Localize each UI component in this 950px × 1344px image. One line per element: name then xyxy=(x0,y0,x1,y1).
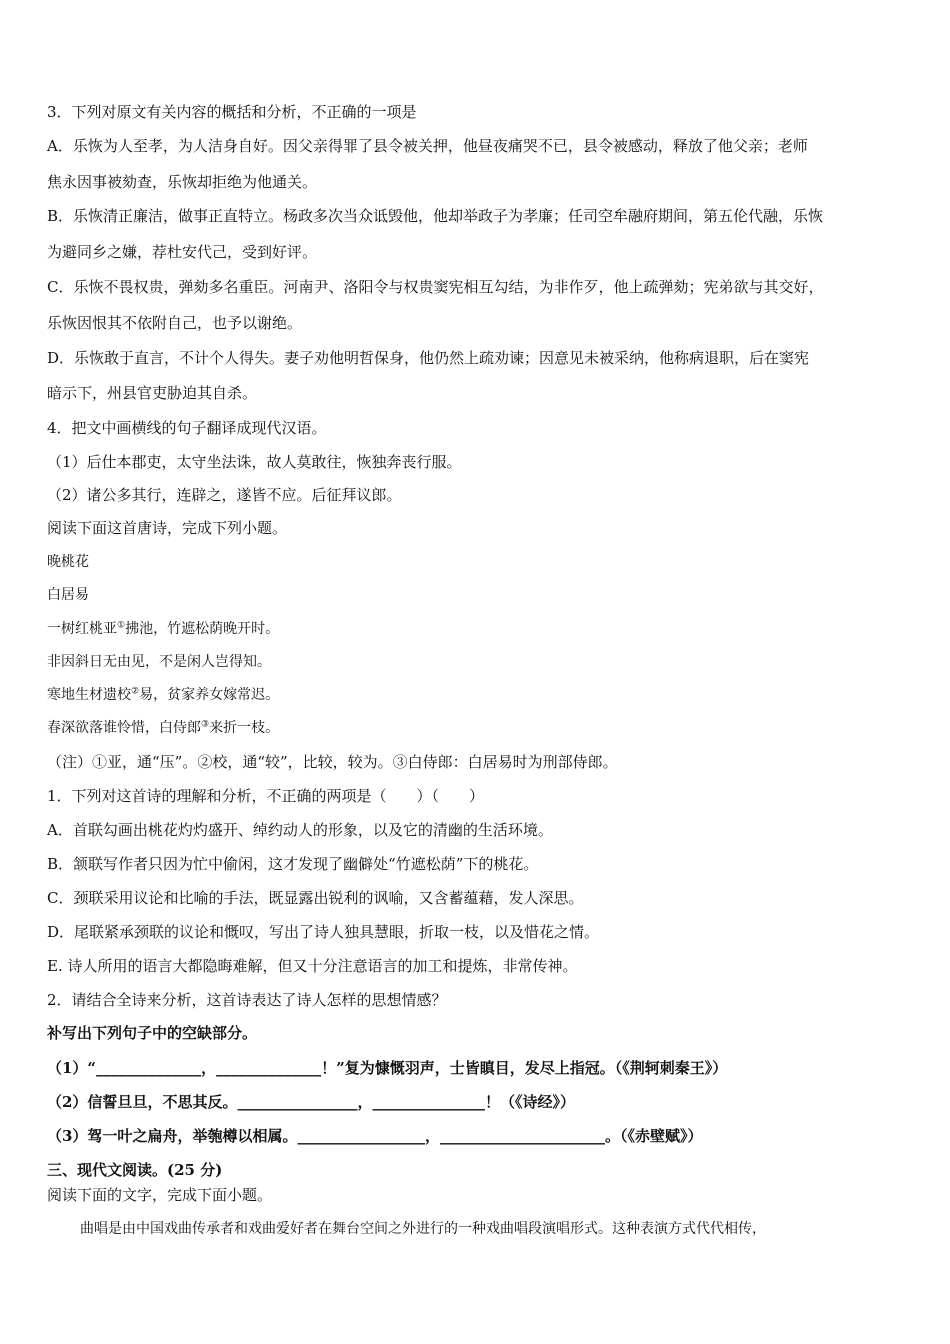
poem-line-3: 寒地生材遗校②易，贫家养女嫁常迟。 xyxy=(47,686,280,703)
poem-title: 晚桃花 xyxy=(47,554,89,570)
q4-sentence-2: （2）诸公多其行，连辟之，遂皆不应。后征拜议郎。 xyxy=(47,486,402,504)
fill-item-2: （2）信誓旦旦，不思其反。________________，_______________！（《诗经》） xyxy=(47,1093,575,1111)
fill-item-1: （1）“______________，______________！”复为慷慨羽声，士皆瞋目，发尽上指冠。（《荆轲刺秦王》） xyxy=(47,1059,728,1077)
poem-q1-option-e: E. 诗人所用的语言大都隐晦难解，但又十分注意语言的加工和提炼，非常传神。 xyxy=(47,957,578,975)
q3-option-a-line2: 焦永因事被劾查，乐恢却拒绝为他通关。 xyxy=(47,173,318,191)
q3-option-c-line1: C．乐恢不畏权贵，弹劾多名重臣。河南尹、洛阳令与权贵窦宪相互勾结，为非作歹，他上疏弹劾；宪弟欲与其交好， xyxy=(47,278,824,296)
poem-author: 白居易 xyxy=(47,587,89,603)
poem-q1-option-c: C．颈联采用议论和比喻的手法，既显露出锐利的讽喻，又含蓄蕴藉，发人深思。 xyxy=(47,889,584,907)
section-3-paragraph-1: 曲唱是由中国戏曲传承者和戏曲爱好者在舞台空间之外进行的一种戏曲唱段演唱形式。这种表演方式代代相传， xyxy=(80,1221,766,1237)
fill-heading: 补写出下列句子中的空缺部分。 xyxy=(47,1024,258,1042)
poem-q1-option-a: A．首联勾画出桃花灼灼盛开、绰约动人的形象，以及它的清幽的生活环境。 xyxy=(47,821,553,839)
poem-q1-stem: 1．下列对这首诗的理解和分析，不正确的两项是（ ）（ ） xyxy=(47,787,485,805)
poem-line-2: 非因斜日无由见，不是闲人岂得知。 xyxy=(47,654,271,670)
poem-intro: 阅读下面这首唐诗，完成下列小题。 xyxy=(47,519,288,537)
poem-q1-option-b: B．颔联写作者只因为忙中偷闲，这才发现了幽僻处“竹遮松荫”下的桃花。 xyxy=(47,855,539,873)
poem-line-4: 春深欲落谁怜惜，白侍郎③来折一枝。 xyxy=(47,719,280,736)
q4-stem: 4．把文中画横线的句子翻译成现代汉语。 xyxy=(47,419,327,437)
poem-line-1: 一树红桃亚①拂池，竹遮松荫晚开时。 xyxy=(47,620,280,637)
q3-option-b-line2: 为避同乡之嫌，荐杜安代己，受到好评。 xyxy=(47,243,318,261)
poem-notes: （注）①亚，通“压”。②校，通“较”，比较，较为。③白侍郎：白居易时为刑部侍郎。 xyxy=(47,753,618,771)
poem-q2-stem: 2．请结合全诗来分析，这首诗表达了诗人怎样的思想情感？ xyxy=(47,991,447,1009)
q3-stem: 3．下列对原文有关内容的概括和分析，不正确的一项是 xyxy=(47,103,417,121)
q3-option-d-line2: 暗示下，州县官吏胁迫其自杀。 xyxy=(47,384,258,402)
footnote-marker: ② xyxy=(131,686,140,697)
q4-sentence-1: （1）后仕本郡吏，太守坐法诛，故人莫敢往，恢独奔丧行服。 xyxy=(47,453,462,471)
fill-item-3: （3）驾一叶之扁舟，举匏樽以相属。_________________，______________________。（《赤壁赋》） xyxy=(47,1127,703,1145)
q3-option-b-line1: B．乐恢清正廉洁，做事正直特立。杨政多次当众诋毁他，他却举政子为孝廉；任司空牟融府期间，第五伦代融，乐恢 xyxy=(47,207,824,225)
footnote-marker: ③ xyxy=(201,719,210,730)
poem-q1-option-d: D．尾联紧承颈联的议论和慨叹，写出了诗人独具慧眼，折取一枝，以及惜花之情。 xyxy=(47,923,600,941)
footnote-marker: ① xyxy=(117,620,126,631)
section-3-intro: 阅读下面的文字，完成下面小题。 xyxy=(47,1186,273,1204)
q3-option-d-line1: D．乐恢敢于直言，不计个人得失。妻子劝他明哲保身，他仍然上疏劝谏；因意见未被采纳，他称病退职，后在窦宪 xyxy=(47,349,810,367)
q3-option-a-line1: A．乐恢为人至孝，为人洁身自好。因父亲得罪了县令被关押，他昼夜痛哭不已，县令被感动，释放了他父亲；老师 xyxy=(47,137,808,155)
q3-option-c-line2: 乐恢因恨其不依附自己，也予以谢绝。 xyxy=(47,314,303,332)
section-3-heading: 三、现代文阅读。(25 分) xyxy=(47,1161,223,1179)
